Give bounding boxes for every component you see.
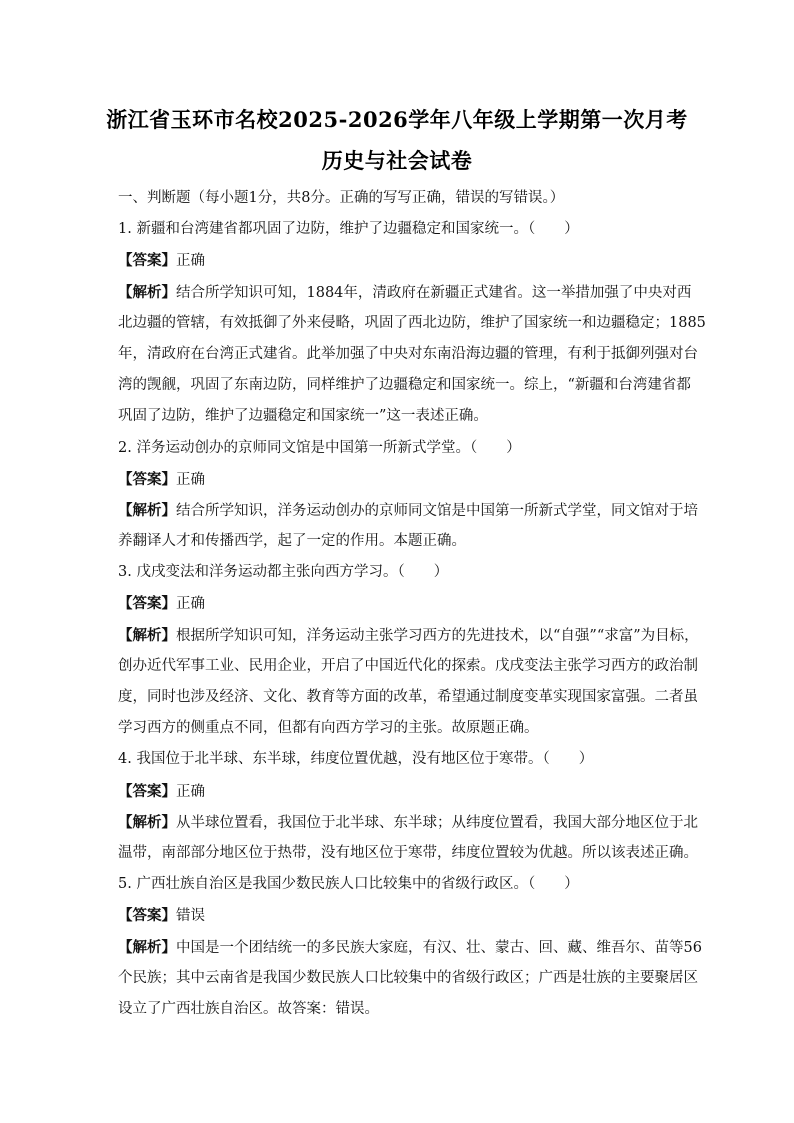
analysis-text: 结合所学知识可知，1884年，清政府在新疆正式建省。这一举措加强了中央对西: [176, 284, 692, 301]
question-block: [118, 869, 702, 1025]
analysis-line: 学习西方的侧重点不同，但都有向西方学习的主张。故原题正确。: [118, 720, 539, 737]
analysis-line: 年，清政府在台湾正式建省。此举加强了中央对东南沿海边疆的管理，有利于抵御列强对台: [118, 345, 698, 362]
question-text: 1. 新疆和台湾建省都巩固了边防，维护了边疆稳定和国家统一。（ ）: [118, 221, 579, 238]
analysis-line: [118, 620, 699, 651]
analysis-line: 温带，南部部分地区位于热带，没有地区位于寒带，纬度位置较为优越。所以该表述正确。: [118, 844, 698, 861]
answer-line: [118, 245, 686, 276]
analysis-line: 创办近代军事工业、民用企业，开启了中国近代化的探索。戊戌变法主张学习西方的政治制: [118, 657, 698, 674]
analysis-text: 从半球位置看，我国位于北半球、东半球；从纬度位置看，我国大部分地区位于北: [176, 814, 698, 831]
answer-value: 错误: [176, 908, 205, 925]
question-block: [118, 557, 699, 744]
analysis-line: 度，同时也涉及经济、文化、教育等方面的改革，希望通过制度变革实现国家富强。二者虽: [118, 689, 698, 705]
analysis-text: 根据所学知识可知，洋务运动主张学习西方的先进技术，以“自强”“求富”为目标，: [176, 627, 699, 644]
analysis-line: 个民族；其中云南省是我国少数民族人口比较集中的省级行政区；广西是壮族的主要聚居区: [118, 969, 698, 986]
answer-line: [118, 776, 686, 807]
answer-label: 【答案】: [118, 470, 176, 488]
answer-value: 正确: [176, 471, 205, 488]
analysis-line: 养翻译人才和传播西学，起了一定的作用。本题正确。: [118, 533, 466, 550]
answer-line: [118, 464, 686, 495]
question-block: [118, 214, 706, 432]
answer-label: 【答案】: [118, 907, 176, 925]
question-text: 2. 洋务运动创办的京师同文馆是中国第一所新式学堂。（ ）: [118, 439, 521, 456]
analysis-line: 巩固了边防，维护了边疆稳定和国家统一”这一表述正确。: [118, 408, 488, 425]
answer-line: [118, 588, 686, 619]
answer-value: 正确: [176, 253, 205, 270]
question-text: 3. 戊戌变法和洋务运动都主张向西方学习。（ ）: [118, 564, 449, 581]
analysis-line: [118, 932, 702, 963]
analysis-label: 【解析】: [118, 938, 176, 956]
analysis-line: [118, 277, 692, 308]
document-subtitle: 历史与社会试卷: [321, 148, 473, 173]
analysis-line: 湾的觊觎，巩固了东南边防，同样维护了边疆稳定和国家统一。综上，“新疆和台湾建省都: [118, 377, 691, 394]
analysis-text: 结合所学知识，洋务运动创办的京师同文馆是中国第一所新式学堂，同文馆对于培: [176, 502, 698, 519]
document-title: 浙江省玉环市名校2025-2026学年八年级上学期第一次月考: [106, 107, 688, 132]
answer-value: 正确: [176, 783, 205, 800]
analysis-label: 【解析】: [118, 626, 176, 644]
answer-value: 正确: [176, 596, 205, 613]
analysis-label: 【解析】: [118, 813, 176, 831]
analysis-line: [118, 807, 698, 838]
analysis-label: 【解析】: [118, 283, 176, 301]
answer-label: 【答案】: [118, 595, 176, 613]
question-text: 5. 广西壮族自治区是我国少数民族人口比较集中的省级行政区。（ ）: [118, 876, 579, 893]
section-header: 一、判断题（每小题1分，共8分。正确的写写正确，错误的写错误。）: [118, 190, 565, 206]
document-content: [118, 183, 706, 1025]
analysis-line: 设立了广西壮族自治区。故答案：错误。: [118, 1000, 379, 1017]
analysis-text: 中国是一个团结统一的多民族大家庭，有汉、壮、蒙古、回、藏、维吾尔、苗等56: [176, 939, 702, 956]
question-block: [118, 744, 698, 869]
answer-label: 【答案】: [118, 782, 176, 800]
analysis-line: 北边疆的管辖，有效抵御了外来侵略，巩固了西北边防，维护了国家统一和边疆稳定；1885: [118, 314, 706, 331]
analysis-label: 【解析】: [118, 501, 176, 519]
question-block: [118, 433, 698, 558]
analysis-line: [118, 495, 698, 526]
answer-line: [118, 900, 686, 931]
answer-label: 【答案】: [118, 252, 176, 270]
question-text: 4. 我国位于北半球、东半球，纬度位置优越，没有地区位于寒带。（ ）: [118, 751, 594, 768]
